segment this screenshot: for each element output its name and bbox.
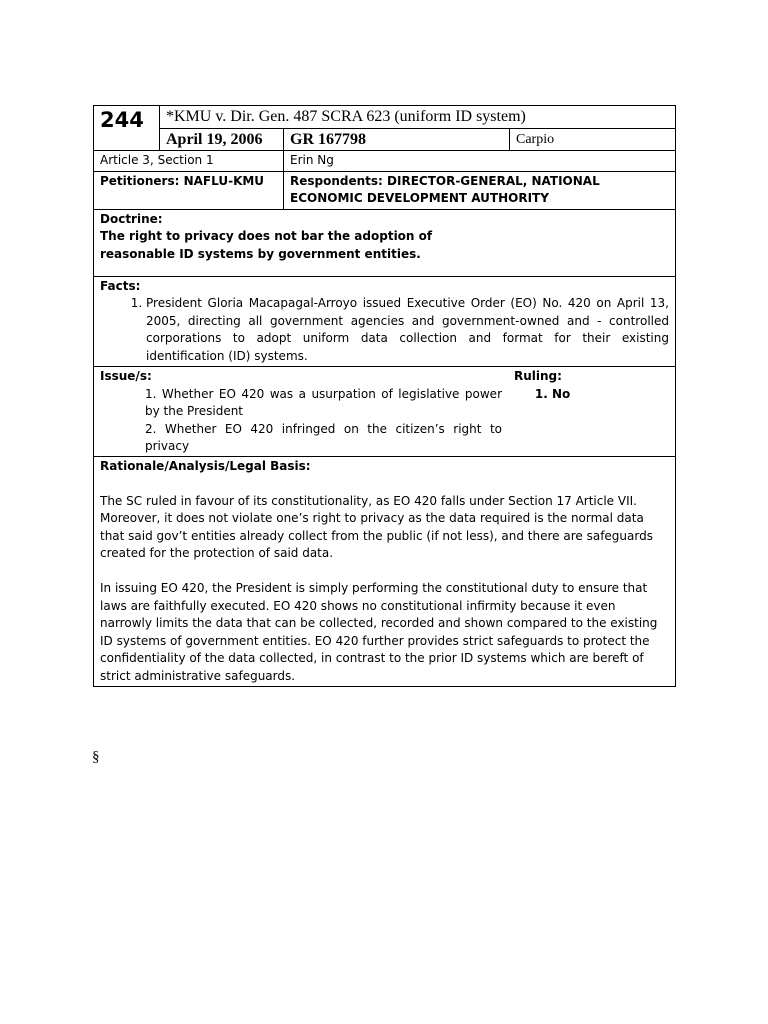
parties-row [94, 171, 676, 209]
ruling-column [508, 368, 570, 456]
doctrine-section [94, 209, 676, 276]
ponente: Carpio [510, 129, 676, 151]
rationale-paragraph: The SC ruled in favour of its constitutionality, as EO 420 falls under Section 17 Article VII. Moreover, it does not violate one’s right to privacy as the data required is the normal data that said gov’t entities already collect from the public (if not less), and there are safeguards created for the protection of said data. [100, 493, 653, 560]
petitioners: Petitioners: NAFLU-KMU [94, 171, 284, 209]
facts-list [100, 295, 669, 365]
ruling-list [514, 386, 570, 404]
issues-label: Issue/s: [100, 369, 152, 383]
facts-label: Facts: [100, 278, 141, 293]
doctrine-text: The right to privacy does not bar the adoption of reasonable ID systems by government entities. [100, 229, 433, 261]
doctrine-label: Doctrine: [100, 211, 163, 226]
issue-item: 2. Whether EO 420 infringed on the citizen’s right to privacy [145, 421, 502, 453]
header-row [94, 106, 676, 129]
fact-item: 1. President Gloria Macapagal-Arroyo issued Executive Order (EO) No. 420 on April 13, 2005, directing all government agencies and government-owned and - controlled corporations to adopt uniform data collection and format for their existing identification (ID) systems. [146, 295, 669, 365]
digest-author: Erin Ng [284, 151, 676, 172]
case-title: *KMU v. Dir. Gen. 487 SCRA 623 (uniform ID system) [160, 106, 676, 129]
issue-ruling-row [94, 367, 676, 457]
case-number: 244 [94, 106, 160, 151]
article-section: Article 3, Section 1 [94, 151, 284, 172]
topic-row [94, 151, 676, 172]
section-mark: § [92, 749, 100, 765]
ruling-item: 1. No [552, 386, 570, 404]
case-digest-table [93, 105, 676, 687]
rationale-label: Rationale/Analysis/Legal Basis: [100, 458, 311, 473]
ruling-label: Ruling: [514, 369, 562, 383]
issue-item: 1. Whether EO 420 was a usurpation of legislative power by the President [145, 386, 502, 418]
rationale-row [94, 456, 676, 687]
issues-column [100, 368, 508, 456]
facts-row [94, 276, 676, 367]
rationale-paragraph: In issuing EO 420, the President is simply performing the constitutional duty to ensure that laws are faithfully executed. EO 420 shows no constitutional infirmity because it even narrowly limits the data that can be collected, recorded and shown compared to the existing ID systems of government entities. EO 420 further provides strict safeguards to protect the confidentiality of the data collected, in contrast to the prior ID systems which are bereft of strict administrative safeguards. [100, 581, 658, 683]
doctrine-row [94, 209, 676, 276]
issue-ruling-section [94, 367, 676, 457]
date-row [94, 129, 676, 151]
respondents: Respondents: DIRECTOR-GENERAL, NATIONAL ECONOMIC DEVELOPMENT AUTHORITY [284, 171, 676, 209]
issues-list [100, 386, 508, 456]
gr-number: GR 167798 [284, 129, 510, 151]
rationale-section [94, 456, 676, 687]
decision-date: April 19, 2006 [160, 129, 284, 151]
facts-section [94, 276, 676, 367]
